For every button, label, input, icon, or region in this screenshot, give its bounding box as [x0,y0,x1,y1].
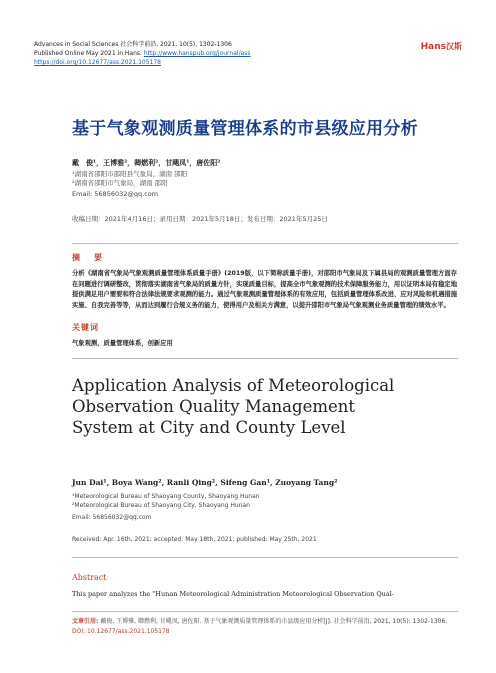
journal-url-link[interactable]: http://www.hanspub.org/journal/ass [143,50,251,57]
journal-header [34,40,251,67]
paper-title-en [72,375,462,438]
citation-doi[interactable]: DOI: 10.12677/ass.2021.105178 [72,628,170,635]
divider [72,358,458,359]
paper-title-en-line-1: Application Analysis of Meteorological [72,376,395,395]
dates-en: Received: Apr. 16th, 2021; accepted: May 18th, 2021; published: May 25th, 2021 [72,536,317,543]
affiliation-en-1: ¹Meteorological Bureau of Shaoyang County, Shaoyang Hunan [72,493,260,500]
citation-text: 戴俊, 王博雅, 卿燃利, 甘飓凤, 唐佐阳. 基于气象观测质量管理体系的市县级应用分析[J]. 社会科学前沿, 2021, 10(5): 1302-1306. [98,618,448,625]
dates-cn: 收稿日期：2021年4月16日；录用日期：2021年5月18日；发布日期：2021年5月25日 [72,215,328,223]
published-online [34,49,251,58]
paper-title-en-line-3: System at City and County Level [72,418,346,437]
abstract-cn: 分析《湖南省气象局气象观测质量管理体系质量手册》(2019版，以下简称质量手册)，对邵阳市气象局及下属县局的观测质量管理方面存在问题进行调研整改，贯彻落实湖南省气象局的质量方针，实现质量目标，提高全市气象观测的技术保障服务能力，用以证明本局有稳定地提供满足用户需要和符合法律法规要求观测的能力。通过气象观测质量管理体系的有效应用，包括质量管理体系改进、应对风险和机遇措施实施、自我完善等等，从而达到履行合规义务的能力，使得用户及相关方满意，以提升邵阳市气象局气象观测业务质量管理的绩效水平。 [72,270,457,309]
abstract-en: This paper analyzes the "Hunan Meteorological Administration Meteorological Observation Qual- [72,590,395,598]
divider [72,243,458,244]
affiliation-cn-2: ²湖南省邵阳市气象局，湖南 邵阳 [72,179,168,187]
keywords-cn: 气象观测，质量管理体系，创新应用 [72,340,173,347]
abstract-heading-cn: 摘 要 [72,253,105,262]
hans-logo-cn: 汉斯 [446,42,462,51]
published-online-prefix: Published Online May 2021 in Hans. [34,50,144,57]
authors-en: Jun Dai¹, Boya Wang², Ranli Qing², Sifeng Gan¹, Zuoyang Tang² [72,478,338,487]
email-cn: Email: 56856032@qq.com [72,190,159,198]
authors-cn: 戴 俊¹，王博雅²，卿燃利²，甘飓凤¹，唐佐阳² [72,158,221,167]
affiliation-en-2: ²Meteorological Bureau of Shaoyang City, Shaoyang Hunan [72,502,250,509]
doi-url-link[interactable]: https://doi.org/10.12677/ass.2021.105178 [34,59,161,66]
divider [72,611,458,612]
hans-logo [421,41,462,52]
paper-title-cn: 基于气象观测质量管理体系的市县级应用分析 [72,119,418,139]
affiliation-cn-1: ¹湖南省邵阳市邵阳县气象局，湖南 邵阳 [72,170,188,178]
abstract-heading-en: Abstract [72,573,107,582]
keywords-heading-cn: 关键词 [72,323,99,332]
citation [72,617,458,637]
divider [72,557,458,558]
hans-logo-text: Hans [420,42,446,52]
paper-title-en-line-2: Observation Quality Management [72,397,356,416]
citation-label: 文章引用: [72,618,99,625]
journal-info: Advances in Social Sciences 社会科学前沿, 2021, 10(5), 1302-1306 [34,41,232,48]
email-en: Email: 56856032@qq.com [72,514,152,521]
